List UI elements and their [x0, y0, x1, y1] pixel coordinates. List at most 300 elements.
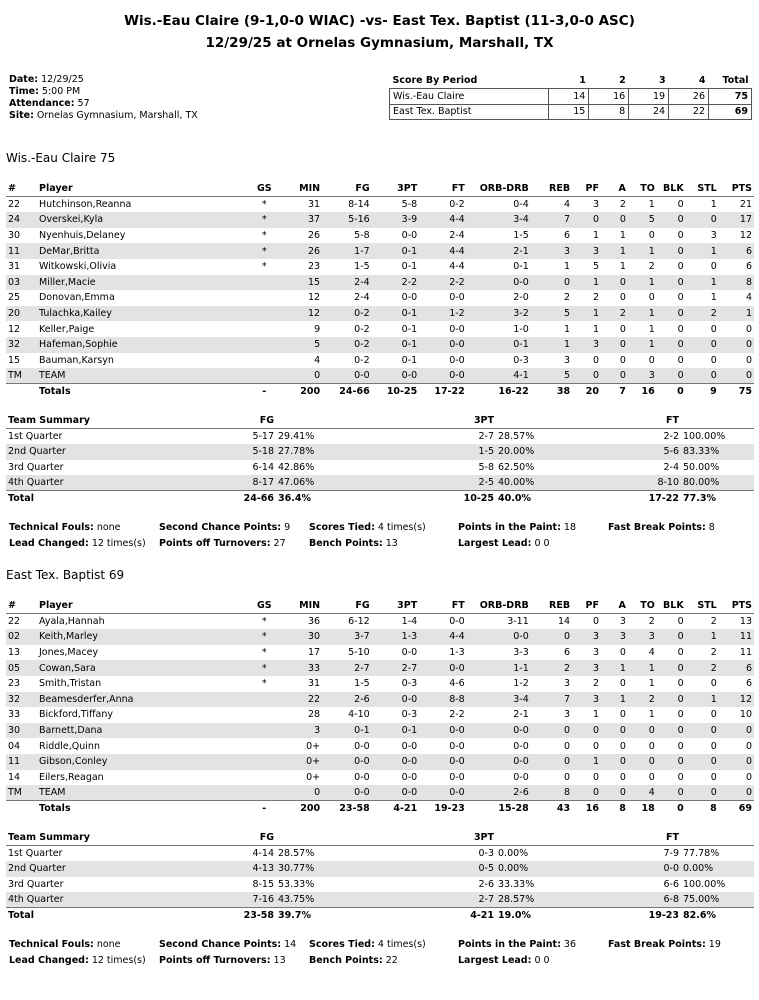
player-cell: 0 — [628, 754, 657, 770]
player-cell: 3 — [564, 354, 571, 366]
column-header: STL — [686, 181, 719, 197]
quarter-cell: 27.78% — [276, 444, 426, 460]
player-cell: 0 — [719, 723, 754, 739]
totals-cell: 4-21 — [372, 801, 420, 817]
fast-break-points: Fast Break Points: 8 — [608, 522, 715, 533]
quarter-cell: 5-17 — [252, 431, 274, 442]
player-cell: 0-0 — [372, 692, 420, 708]
quarter-row — [6, 475, 754, 491]
player-cell: 1 — [531, 337, 572, 353]
player-cell: 7 — [531, 212, 572, 228]
column-header: 3PT — [372, 181, 420, 197]
totals-cell: 15-28 — [467, 801, 531, 817]
player-cell: 0 — [657, 754, 686, 770]
player-cell: 0 — [657, 306, 686, 322]
player-cell: 2-1 — [513, 709, 529, 721]
totals-cell: 17-22 — [419, 384, 467, 400]
player-cell — [244, 337, 285, 353]
player-cell: 3 — [710, 230, 717, 242]
player-cell: 0 — [745, 354, 752, 366]
player-cell: 4 — [564, 199, 571, 211]
player-cell: 0-0 — [513, 771, 529, 783]
scores-tied: Scores Tied: 4 times(s) — [309, 522, 426, 533]
player-cell: 0-0 — [419, 785, 467, 801]
player-cell: 0 — [710, 261, 717, 273]
player-cell: 12 — [285, 306, 322, 322]
player-cell: 2-4 — [354, 292, 370, 304]
quarter-cell: 0-5 — [426, 861, 496, 877]
player-cell: 0-1 — [467, 337, 531, 353]
quarter-cell: 4-13 — [206, 861, 276, 877]
player-cell: 4 — [628, 785, 657, 801]
summary-total-cell: 19.0% — [496, 908, 616, 924]
player-cell: 3 — [564, 709, 571, 721]
summary-total-cell: 23-58 — [206, 908, 276, 924]
totals-cell: 0 — [657, 801, 686, 817]
player-cell: 0 — [619, 292, 626, 304]
totals-cell: 16-22 — [467, 384, 531, 400]
player-cell: 2-6 — [467, 785, 531, 801]
player-cell: 4-4 — [419, 629, 467, 645]
player-cell: 3-2 — [467, 306, 531, 322]
player-cell: 3-4 — [467, 692, 531, 708]
player-cell: 0-0 — [449, 292, 465, 304]
player-cell: 0-3 — [513, 354, 529, 366]
player-cell: 6 — [745, 678, 752, 690]
player-cell: 3 — [572, 660, 601, 676]
player-cell: 0-0 — [401, 647, 418, 659]
player-cell: 1 — [619, 230, 626, 242]
player-cell: 0 — [686, 212, 719, 228]
quarter-cell: 7-9 — [663, 848, 679, 859]
player-cell: 8-14 — [348, 199, 370, 211]
player-cell: * — [261, 678, 267, 690]
player-cell: Jones,Macey — [38, 647, 99, 659]
player-cell: 0-0 — [513, 740, 529, 752]
player-cell: 1 — [710, 292, 717, 304]
player-cell: 11 — [719, 629, 754, 645]
quarter-cell: 1st Quarter — [8, 431, 63, 442]
player-cell — [244, 723, 285, 739]
largest-lead: Largest Lead: 0 0 — [458, 538, 550, 549]
bench-points: Bench Points: 22 — [309, 955, 398, 966]
player-cell: * — [261, 616, 267, 628]
box-score-table — [6, 181, 754, 399]
meta-date: Date: 12/29/25 — [9, 74, 84, 85]
player-cell: 0 — [592, 354, 599, 366]
team-heading: Wis.-Eau Claire 75 — [6, 151, 116, 165]
player-cell: 0 — [677, 678, 684, 690]
player-cell: 28 — [308, 709, 321, 721]
quarter-cell: 0.00% — [681, 861, 754, 877]
player-cell: 2-2 — [372, 275, 420, 291]
player-cell: 0-0 — [467, 754, 531, 770]
player-cell: 0 — [710, 740, 717, 752]
player-cell: 0 — [745, 323, 752, 335]
player-cell: 0-0 — [322, 754, 372, 770]
player-cell: 0 — [719, 337, 754, 353]
player-cell: TEAM — [37, 368, 244, 384]
player-cell: 2 — [686, 660, 719, 676]
player-cell: 26 — [308, 230, 321, 242]
player-cell: Gibson,Conley — [37, 754, 244, 770]
quarter-cell: 2-2 — [663, 431, 679, 442]
player-cell: 0 — [619, 740, 626, 752]
player-cell: 3 — [572, 629, 601, 645]
player-cell: 10 — [739, 709, 752, 721]
player-cell: 1 — [710, 199, 717, 211]
player-cell: 32 — [6, 692, 37, 708]
player-cell: 0 — [572, 785, 601, 801]
player-cell: Witkowski,Olivia — [38, 261, 117, 273]
player-cell: TEAM — [37, 785, 244, 801]
player-cell: 4-1 — [467, 368, 531, 384]
player-cell: 0-0 — [401, 740, 418, 752]
summary-total-cell: 39.7% — [276, 908, 426, 924]
player-cell: 25 — [8, 292, 21, 304]
quarter-cell: 1st Quarter — [8, 848, 63, 859]
player-cell: 0-3 — [401, 678, 418, 690]
summary-total-cell: 82.6% — [681, 908, 754, 924]
quarter-cell: 8-10 — [616, 475, 681, 491]
player-cell: TM — [6, 785, 37, 801]
player-cell: 6-12 — [348, 616, 370, 628]
player-cell: TM — [6, 368, 37, 384]
player-cell: 0 — [619, 771, 626, 783]
quarter-cell: 100.00% — [683, 878, 726, 890]
player-cell: 1-1 — [467, 660, 531, 676]
player-cell: 12 — [739, 230, 752, 242]
player-cell: 0-2 — [354, 354, 370, 366]
column-header: # — [6, 181, 37, 197]
player-cell: 17 — [308, 647, 321, 659]
player-cell: * — [261, 230, 267, 242]
player-cell: 6 — [564, 647, 571, 659]
player-cell: 1 — [686, 629, 719, 645]
player-cell: 2 — [628, 692, 657, 708]
player-cell: 0-0 — [449, 354, 465, 366]
player-cell: 0 — [619, 323, 626, 335]
technical-fouls: Technical Fouls: none — [9, 522, 121, 533]
column-header: TO — [628, 598, 657, 614]
player-cell: 0 — [601, 337, 628, 353]
player-cell: 3-3 — [513, 647, 529, 659]
player-cell: 0 — [564, 771, 571, 783]
totals-cell — [6, 801, 37, 817]
player-cell: 8 — [531, 785, 572, 801]
quarter-cell: 53.33% — [278, 878, 315, 890]
player-cell: * — [244, 660, 285, 676]
totals-cell: - — [244, 801, 285, 817]
player-cell: 2-7 — [322, 660, 372, 676]
column-header: FG — [322, 181, 372, 197]
player-cell: 0 — [686, 785, 719, 801]
player-cell: 0-0 — [401, 771, 418, 783]
column-header: PF — [572, 181, 601, 197]
player-cell: Hafeman,Sophie — [37, 337, 244, 353]
player-cell: 23 — [308, 261, 321, 273]
player-cell: 0 — [710, 678, 717, 690]
player-cell: 0-0 — [354, 771, 370, 783]
player-cell: 1 — [648, 323, 655, 335]
player-cell: DeMar,Britta — [37, 243, 244, 259]
player-cell: 0 — [285, 368, 322, 384]
summary-total-cell: 36.4% — [276, 491, 426, 507]
player-cell: 12 — [308, 292, 321, 304]
quarter-cell: 5-6 — [616, 444, 681, 460]
player-cell: 04 — [8, 740, 21, 752]
player-cell: 37 — [285, 212, 322, 228]
player-cell: 33 — [285, 660, 322, 676]
player-cell: 0 — [677, 292, 684, 304]
player-cell: 6 — [564, 230, 571, 242]
player-cell: 0 — [657, 785, 686, 801]
player-cell: 30 — [285, 629, 322, 645]
player-cell: 0 — [745, 771, 752, 783]
totals-cell: 75 — [719, 384, 754, 400]
team-summary-table — [6, 830, 754, 923]
column-header: A — [601, 598, 628, 614]
box-score-header — [6, 598, 754, 614]
player-cell: 0 — [686, 337, 719, 353]
totals-cell: 7 — [601, 384, 628, 400]
player-cell: 4-4 — [419, 212, 467, 228]
column-header: Player — [37, 181, 244, 197]
second-chance-points: Second Chance Points: 14 — [159, 939, 297, 950]
player-row — [6, 197, 754, 213]
player-cell: 0-0 — [419, 723, 467, 739]
player-cell: 0-0 — [372, 368, 420, 384]
quarter-cell: 77.78% — [683, 848, 720, 859]
player-cell: 8 — [719, 275, 754, 291]
column-header: FT — [419, 598, 467, 614]
totals-cell: 20 — [572, 384, 601, 400]
player-row — [6, 738, 754, 754]
player-cell: 2-6 — [322, 692, 372, 708]
player-cell: 1-3 — [372, 629, 420, 645]
player-cell: 1 — [564, 323, 571, 335]
summary-total-cell: 4-21 — [426, 908, 496, 924]
quarter-cell: 2-7 — [426, 892, 496, 908]
player-cell: 1-3 — [449, 647, 465, 659]
player-cell: 9 — [314, 323, 321, 335]
technical-fouls: Technical Fouls: none — [9, 939, 121, 950]
bench-points: Bench Points: 13 — [309, 538, 398, 549]
totals-cell: 18 — [628, 801, 657, 817]
quarter-cell: 2-6 — [478, 878, 494, 890]
column-header: PF — [572, 598, 601, 614]
player-cell: 21 — [739, 199, 752, 211]
player-row — [6, 660, 754, 676]
player-cell: 0-4 — [513, 199, 529, 211]
player-cell: 12 — [8, 323, 21, 335]
player-cell: 1 — [686, 275, 719, 291]
player-cell: 0-2 — [354, 323, 370, 335]
player-row — [6, 629, 754, 645]
player-cell: 0 — [710, 709, 717, 721]
player-cell: 1-0 — [513, 323, 529, 335]
player-cell: 2-2 — [419, 275, 467, 291]
player-cell: 0-1 — [372, 243, 420, 259]
quarter-row — [6, 877, 754, 893]
player-cell: 2-2 — [449, 709, 465, 721]
player-cell: 14 — [8, 771, 21, 783]
player-cell — [244, 738, 285, 754]
summary-total-cell: 24-66 — [206, 491, 276, 507]
quarter-cell: 1-5 — [426, 444, 496, 460]
quarter-cell: 40.00% — [496, 475, 616, 491]
player-cell: 22 — [285, 692, 322, 708]
player-cell: 05 — [6, 660, 37, 676]
player-cell: 1 — [572, 275, 601, 291]
lead-changed: Lead Changed: 12 times(s) — [9, 538, 146, 549]
player-cell: 2 — [710, 647, 717, 659]
player-cell: 1 — [628, 660, 657, 676]
quarter-row — [6, 892, 754, 908]
column-header: A — [601, 181, 628, 197]
player-cell: 4 — [648, 647, 655, 659]
quarter-cell: 0.00% — [498, 848, 529, 859]
totals-row — [6, 801, 754, 817]
player-cell: 0 — [619, 678, 626, 690]
player-row — [6, 723, 754, 739]
player-cell: 1-5 — [354, 261, 370, 273]
player-cell: 3-9 — [372, 212, 420, 228]
quarter-row — [6, 846, 754, 862]
player-cell: 0-1 — [372, 337, 420, 353]
player-cell: 0 — [677, 771, 684, 783]
player-cell: 0 — [601, 754, 628, 770]
quarter-cell: 4-14 — [252, 848, 274, 859]
column-header: ORB-DRB — [467, 598, 531, 614]
player-cell: Bauman,Karsyn — [38, 354, 114, 366]
player-cell: 0 — [601, 212, 628, 228]
quarter-cell: 43.75% — [276, 892, 426, 908]
player-cell: 2 — [564, 292, 571, 304]
player-cell: 0 — [686, 723, 719, 739]
player-cell: 0 — [592, 771, 599, 783]
player-row — [6, 243, 754, 259]
player-cell: 1 — [648, 678, 655, 690]
player-cell: 0 — [745, 740, 752, 752]
player-cell: 2-0 — [513, 292, 529, 304]
player-cell: 0 — [677, 709, 684, 721]
column-header: 3PT — [372, 598, 420, 614]
player-cell: Ayala,Hannah — [38, 616, 105, 628]
player-cell: 3-4 — [467, 212, 531, 228]
player-cell: 36 — [308, 616, 321, 628]
totals-cell: 16 — [628, 384, 657, 400]
quarter-cell: 2-5 — [426, 475, 496, 491]
player-cell: * — [244, 212, 285, 228]
player-cell: 1-5 — [354, 678, 370, 690]
quarter-cell: 75.00% — [681, 892, 754, 908]
player-cell: 0+ — [306, 771, 321, 783]
totals-cell: 8 — [686, 801, 719, 817]
player-cell: 2-7 — [372, 660, 420, 676]
player-cell: 0-1 — [372, 723, 420, 739]
quarter-row — [6, 429, 754, 445]
player-cell: 8-8 — [419, 692, 467, 708]
player-cell: Hutchinson,Reanna — [38, 199, 132, 211]
quarter-cell: 28.57% — [278, 848, 315, 859]
column-header: TO — [628, 181, 657, 197]
player-cell: * — [244, 243, 285, 259]
fast-break-points: Fast Break Points: 19 — [608, 939, 721, 950]
player-row — [6, 676, 754, 692]
player-cell: 0 — [601, 785, 628, 801]
player-cell: 0 — [710, 771, 717, 783]
player-cell: 0-1 — [513, 261, 529, 273]
player-cell: 0 — [657, 660, 686, 676]
player-cell: 2 — [686, 306, 719, 322]
summary-total-cell: 10-25 — [426, 491, 496, 507]
player-cell: 0-0 — [419, 368, 467, 384]
points-off-turnovers: Points off Turnovers: 27 — [159, 538, 286, 549]
quarter-cell: 4th Quarter — [6, 892, 206, 908]
player-cell: 1 — [592, 230, 599, 242]
player-cell: 0 — [657, 723, 686, 739]
player-cell: * — [244, 629, 285, 645]
player-cell: 33 — [8, 709, 21, 721]
player-cell: 0-0 — [354, 740, 370, 752]
player-cell: 0 — [531, 629, 572, 645]
player-cell: 4 — [745, 292, 752, 304]
quarter-cell: 62.50% — [498, 461, 535, 473]
quarter-cell: 20.00% — [496, 444, 616, 460]
player-cell: 2-4 — [449, 230, 465, 242]
player-cell: 0-0 — [372, 754, 420, 770]
player-cell: 3 — [619, 616, 626, 628]
player-cell: 0 — [657, 337, 686, 353]
player-row — [6, 290, 754, 306]
totals-cell: 200 — [285, 384, 322, 400]
player-cell: 0 — [531, 723, 572, 739]
score-by-period-table — [389, 73, 752, 120]
player-row — [6, 614, 754, 630]
player-cell: 31 — [308, 199, 321, 211]
player-cell: 0 — [657, 275, 686, 291]
team-heading: East Tex. Baptist 69 — [6, 568, 125, 582]
player-cell: 1-2 — [513, 678, 529, 690]
player-cell: * — [261, 199, 267, 211]
quarter-cell: 2-4 — [663, 461, 679, 473]
player-cell — [244, 321, 285, 337]
player-cell: 0 — [619, 354, 626, 366]
player-cell: 0-2 — [322, 306, 372, 322]
player-cell: 2 — [601, 306, 628, 322]
player-cell — [244, 290, 285, 306]
player-cell: 0 — [710, 354, 717, 366]
player-cell: * — [261, 261, 267, 273]
player-cell: 0 — [677, 230, 684, 242]
player-cell: 0 — [619, 647, 626, 659]
player-cell: 1 — [628, 243, 657, 259]
player-cell: 0 — [719, 754, 754, 770]
player-cell: 2 — [710, 616, 717, 628]
player-cell: 3 — [601, 629, 628, 645]
player-cell: 0 — [657, 692, 686, 708]
points-in-paint: Points in the Paint: 36 — [458, 939, 576, 950]
player-cell: 0-0 — [419, 754, 467, 770]
player-row — [6, 707, 754, 723]
column-header: FG — [322, 598, 372, 614]
player-cell: 0 — [719, 785, 754, 801]
player-cell: 0 — [628, 723, 657, 739]
player-cell: 0-2 — [449, 199, 465, 211]
player-cell: Cowan,Sara — [37, 660, 244, 676]
player-cell: 1 — [719, 306, 754, 322]
